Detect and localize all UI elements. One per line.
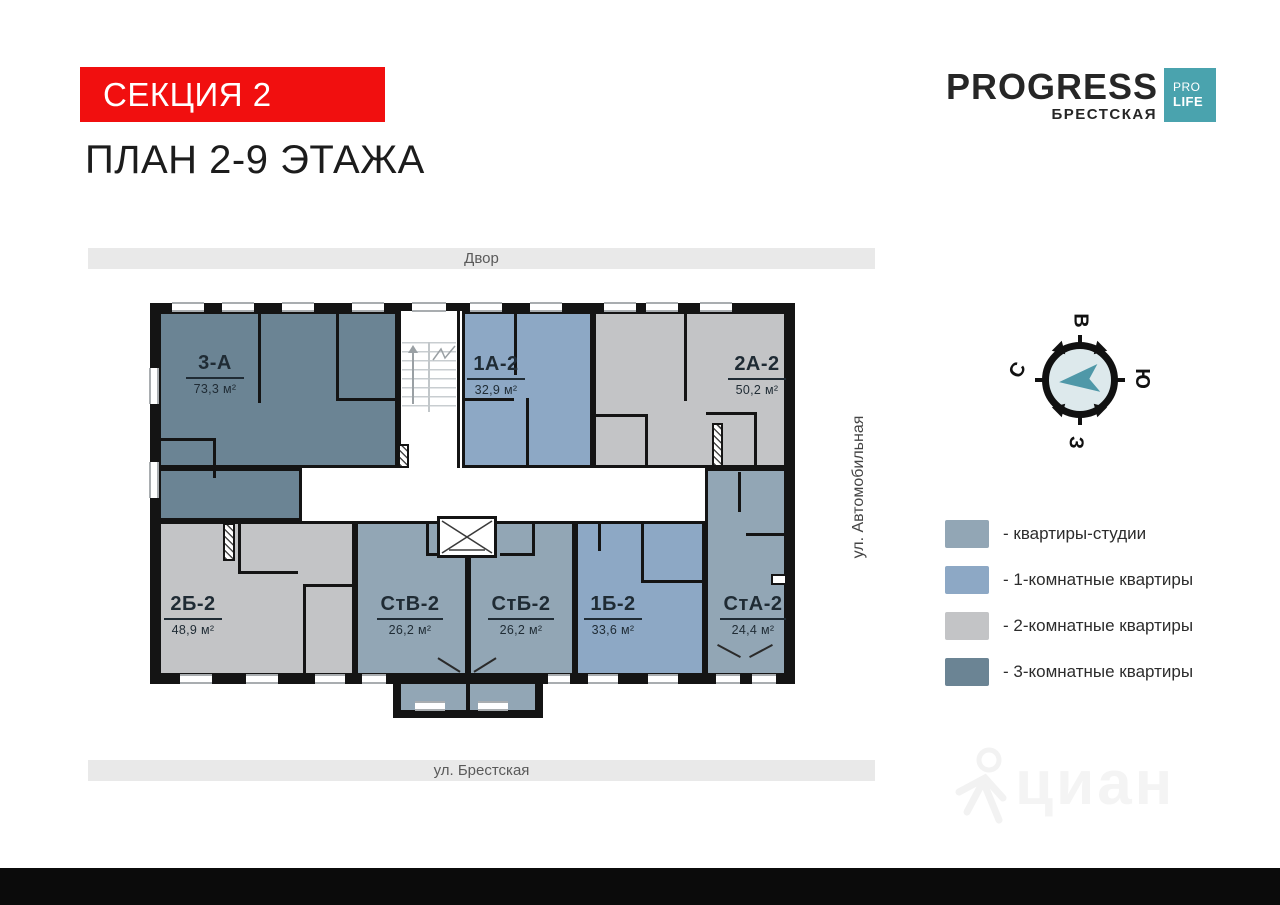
vent-shaft — [223, 523, 235, 561]
window — [530, 302, 562, 312]
window — [648, 674, 678, 684]
label-divider — [377, 618, 443, 620]
wall — [158, 438, 213, 441]
window — [149, 462, 159, 498]
label-divider — [186, 377, 244, 379]
wall — [526, 398, 529, 468]
wall — [738, 472, 741, 512]
window — [548, 674, 570, 684]
wall — [213, 438, 216, 478]
apartment-code: 3-А — [198, 352, 232, 374]
window — [222, 302, 254, 312]
wall — [303, 584, 355, 587]
window — [700, 302, 732, 312]
apartment-stb2-label — [471, 593, 571, 637]
brand-badge — [1164, 68, 1216, 122]
apartment-area: 26,2 м² — [499, 623, 543, 637]
vent-shaft — [712, 423, 723, 467]
compass-west: З — [1064, 435, 1088, 450]
legend-swatch-3room — [945, 658, 989, 686]
stair-arrow-head — [408, 345, 418, 353]
page-title: ПЛАН 2-9 ЭТАЖА — [85, 138, 425, 182]
compass-tick — [1035, 378, 1045, 382]
apartment-area: 32,9 м² — [474, 383, 518, 397]
apartment-code: СтБ-2 — [491, 593, 551, 615]
apartment-3a-fill-lower — [158, 468, 302, 521]
legend-swatch-2room — [945, 612, 989, 640]
compass-tick — [1078, 415, 1082, 425]
brand-subname: БРЕСТСКАЯ — [1051, 106, 1157, 123]
brand-logo — [940, 66, 1158, 122]
legend-swatch-1room — [945, 566, 989, 594]
wall — [684, 311, 687, 401]
wall — [641, 521, 644, 583]
badge-line-pro: PRO — [1173, 80, 1201, 94]
wall — [238, 521, 241, 573]
legend-label: - 3-комнатные квартиры — [1003, 662, 1194, 681]
wall — [706, 412, 754, 415]
wall — [426, 521, 429, 555]
wall — [238, 571, 298, 574]
apartment-3a-label — [165, 352, 265, 396]
wall — [466, 684, 470, 710]
apartment-code: СтВ-2 — [380, 593, 440, 615]
legend-label: - квартиры-студии — [1003, 524, 1147, 543]
compass-tick — [1115, 378, 1125, 382]
street-top: Двор — [88, 248, 875, 269]
wall — [641, 580, 705, 583]
elevator-x-icon — [441, 520, 493, 554]
wall — [462, 398, 514, 401]
apartment-2b2-label — [143, 593, 243, 637]
window — [716, 674, 740, 684]
label-divider — [728, 378, 786, 380]
apartment-area: 33,6 м² — [591, 623, 635, 637]
window — [362, 674, 386, 684]
apartment-sta2-label — [703, 593, 803, 637]
compass-east: В — [1069, 313, 1092, 328]
street-bottom: ул. Брестская — [88, 760, 875, 781]
legend-label: - 1-комнатные квартиры — [1003, 570, 1194, 589]
label-divider — [488, 618, 554, 620]
vent-shaft — [398, 444, 409, 468]
window — [315, 674, 345, 684]
apartment-code: СтА-2 — [723, 593, 783, 615]
apartment-code: 1А-2 — [473, 353, 519, 375]
window — [588, 674, 618, 684]
apartment-area: 73,3 м² — [193, 382, 237, 396]
section-banner — [80, 67, 385, 122]
apartment-1b2-label — [563, 593, 663, 637]
window — [149, 368, 159, 404]
apartment-area: 26,2 м² — [388, 623, 432, 637]
legend-item-2room — [945, 612, 1193, 640]
legend-label: - 2-комнатные квартиры — [1003, 616, 1194, 635]
wall — [336, 398, 398, 401]
apartment-2a2-label — [707, 353, 807, 397]
compass — [1004, 313, 1153, 450]
wall — [500, 553, 535, 556]
apartment-code: 2А-2 — [734, 353, 780, 375]
label-divider — [720, 618, 786, 620]
window — [752, 674, 776, 684]
footer-bar — [0, 868, 1280, 905]
badge-line-life: LIFE — [1173, 94, 1204, 109]
apartment-code: 1Б-2 — [590, 593, 636, 615]
apartment-area: 48,9 м² — [171, 623, 215, 637]
label-divider — [467, 378, 525, 380]
street-side: ул. Автомобильная — [850, 415, 867, 559]
label-divider — [584, 618, 642, 620]
window — [180, 674, 212, 684]
brand-name: PROGRESS — [945, 66, 1158, 107]
window — [282, 302, 314, 312]
wall — [598, 521, 601, 551]
window — [478, 701, 508, 711]
compass-south: Ю — [1130, 368, 1153, 389]
window — [246, 674, 278, 684]
window — [352, 302, 384, 312]
apartment-code: 2Б-2 — [170, 593, 216, 615]
apartment-area: 50,2 м² — [735, 383, 779, 397]
window — [604, 302, 636, 312]
window — [470, 302, 502, 312]
wall — [645, 414, 648, 468]
window — [646, 302, 678, 312]
legend-item-1room — [945, 566, 1193, 594]
watermark-text: циан — [1015, 749, 1176, 818]
stair-arrow-line — [412, 352, 414, 404]
wall — [336, 311, 339, 401]
wall — [746, 533, 787, 536]
apartment-stv2-label — [360, 593, 460, 637]
apartment-area: 24,4 м² — [731, 623, 775, 637]
compass-tick — [1078, 335, 1082, 345]
wall-niche — [771, 574, 787, 585]
watermark-figure-icon — [945, 746, 1017, 830]
wall — [593, 414, 645, 417]
wall — [303, 584, 306, 676]
apartment-1a2-label — [446, 353, 546, 397]
wall — [532, 521, 535, 555]
window — [412, 302, 446, 312]
compass-north: С — [1004, 358, 1031, 383]
window — [415, 701, 445, 711]
window — [172, 302, 204, 312]
wall — [754, 412, 757, 468]
stair-divider — [428, 342, 430, 412]
section-label: СЕКЦИЯ 2 — [103, 76, 272, 113]
legend-item-studio — [945, 520, 1146, 548]
label-divider — [164, 618, 222, 620]
legend-item-3room — [945, 658, 1193, 686]
legend-swatch-studio — [945, 520, 989, 548]
